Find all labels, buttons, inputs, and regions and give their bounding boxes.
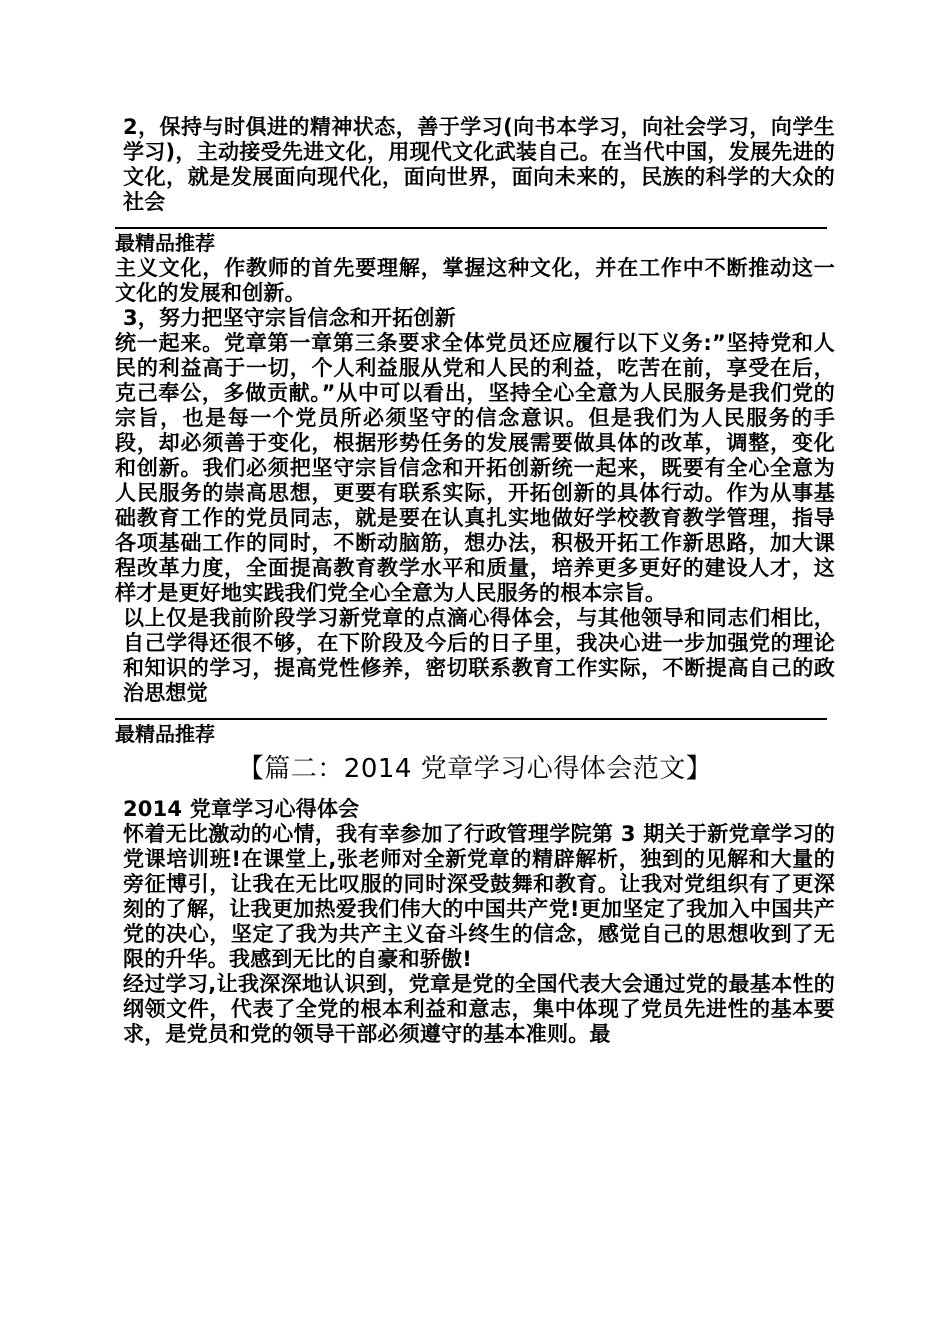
paragraph-8: 经过学习,让我深深地认识到，党章是党的全国代表大会通过党的最基本性的纲领文件，代表了全党的根本利益和意志，集中体现了党员先进性的基本要求，是党员和党的领导干部必须遵守的基本准则。最 [123,972,835,1046]
paragraph-6: 2014 党章学习心得体会 [123,797,360,821]
divider-line-2 [115,718,827,720]
recommend-label-1: 最精品推荐 [115,231,215,255]
paragraph-3: 3，努力把坚守宗旨信念和开拓创新 [123,306,456,330]
paragraph-4: 统一起来。党章第一章第三条要求全体党员还应履行以下义务:”坚持党和人民的利益高于一切，个人利益服从党和人民的利益，吃苦在前，享受在后，克己奉公，多做贡献。”从中可以看出，坚持全心全意为人民服务是我们党的宗旨，也是每一个党员所必须坚守的信念意识。但是我们为人民服务的手段，却必须善于变化，根据形势任务的发展需要做具体的改革，调整，变化和创新。我们必须把坚守宗旨信念和开拓创新统一起来，既要有全心全意为人民服务的崇高思想，更要有联系实际，开拓创新的具体行动。作为从事基础教育工作的党员同志，就是要在认真扎实地做好学校教育教学管理，指导各项基础工作的同时，不断动脑筋，想办法，积极开拓工作新思路，加大课程改革力度，全面提高教育教学水平和质量，培养更多更好的建设人才，这样才是更好地实践我们党全心全意为人民服务的根本宗旨。 [115,331,835,605]
paragraph-7: 怀着无比激动的心情，我有幸参加了行政管理学院第 3 期关于新党章学习的党课培训班!在课堂上,张老师对全新党章的精辟解析，独到的见解和大量的旁征博引，让我在无比叹服的同时深受鼓舞和教育。让我对党组织有了更深刻的了解，让我更加热爱我们伟大的中国共产党!更加坚定了我加入中国共产党的决心，坚定了我为共产主义奋斗终生的信念，感觉自己的思想收到了无限的升华。我感到无比的自豪和骄傲! [123,822,835,971]
document-body [115,115,835,1047]
paragraph-1: 2，保持与时俱进的精神状态，善于学习(向书本学习，向社会学习，向学生学习)，主动接受先进文化，用现代文化武装自己。在当代中国，发展先进的文化，就是发展面向现代化，面向世界，面向未来的，民族的科学的大众的社会 [123,115,835,214]
section-title: 【篇二：2014 党章学习心得体会范文】 [237,754,713,784]
paragraph-2: 主义文化，作教师的首先要理解，掌握这种文化，并在工作中不断推动这一文化的发展和创新。 [115,256,835,305]
paragraph-5: 以上仅是我前阶段学习新党章的点滴心得体会，与其他领导和同志们相比，自己学得还很不够，在下阶段及今后的日子里，我决心进一步加强党的理论和知识的学习，提高党性修养，密切联系教育工作实际，不断提高自己的政治思想觉 [123,606,835,705]
divider-line-1 [115,227,827,229]
recommend-label-2: 最精品推荐 [115,722,215,746]
